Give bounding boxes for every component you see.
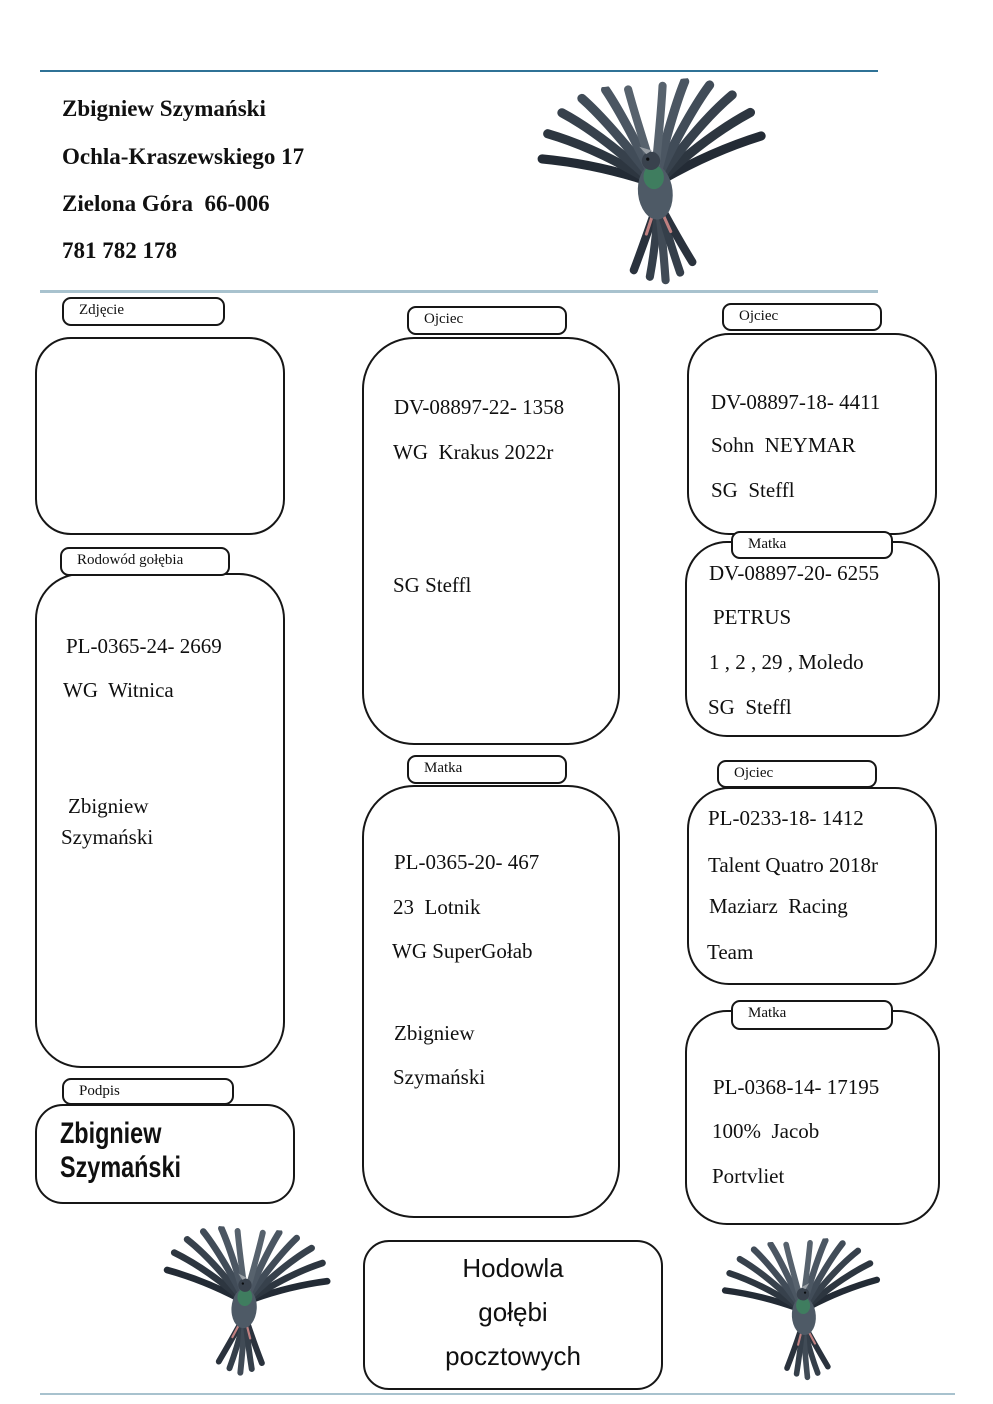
grandmother1-label: Matka bbox=[748, 536, 787, 552]
mother-g1-ring: PL-0365-20- 467 bbox=[394, 850, 540, 874]
pedigree-label-tab bbox=[60, 547, 230, 576]
pigeon-image-top bbox=[518, 69, 795, 309]
bird-owner2: Szymański bbox=[61, 825, 154, 849]
header-divider-rule bbox=[40, 290, 878, 293]
grandmother2-label: Matka bbox=[748, 1005, 787, 1021]
mother-label-tab-g1 bbox=[407, 755, 567, 784]
grandfather2-label: Ojciec bbox=[734, 765, 774, 781]
kennel-line1: Hodowla bbox=[462, 1253, 564, 1283]
gf2-line2: Talent Quatro 2018r bbox=[708, 853, 878, 877]
signature-line2: Szymański bbox=[60, 1151, 181, 1184]
mother-g1-line3: WG SuperGołab bbox=[392, 939, 533, 963]
grandmother2-label-tab bbox=[731, 1000, 893, 1030]
breeder-phone: 781 782 178 bbox=[62, 238, 177, 263]
grandmother2-box bbox=[685, 1010, 940, 1225]
father-label-tab-g1 bbox=[407, 306, 567, 335]
kennel-line3: pocztowych bbox=[445, 1341, 581, 1371]
breeder-street: Ochla-Kraszewskiego 17 bbox=[62, 144, 305, 169]
gf1-line3: SG Steffl bbox=[711, 478, 795, 502]
gf2-line4: Team bbox=[707, 940, 754, 964]
bottom-rule bbox=[40, 1393, 955, 1395]
pigeon-image-bottom-left bbox=[133, 1221, 357, 1392]
gm2-line3: Portvliet bbox=[712, 1164, 785, 1188]
photo-placeholder-box bbox=[35, 337, 285, 535]
signature-label: Podpis bbox=[79, 1083, 120, 1099]
grandfather1-label: Ojciec bbox=[739, 308, 779, 324]
grandfather2-label-tab bbox=[717, 760, 877, 788]
mother-g1-line5: Szymański bbox=[393, 1065, 486, 1089]
father-g1-ring: DV-08897-22- 1358 bbox=[394, 395, 565, 419]
signature-label-tab bbox=[62, 1078, 234, 1105]
gm1-line2: PETRUS bbox=[713, 605, 792, 629]
gm1-line4: SG Steffl bbox=[708, 695, 792, 719]
gf1-ring: DV-08897-18- 4411 bbox=[711, 390, 881, 414]
photo-label: Zdjęcie bbox=[79, 302, 124, 318]
father-label: Ojciec bbox=[424, 311, 464, 327]
gm1-ring: DV-08897-20- 6255 bbox=[709, 561, 880, 585]
mother-label: Matka bbox=[424, 760, 463, 776]
mother-g1-line4: Zbigniew bbox=[394, 1021, 475, 1045]
gf2-line3: Maziarz Racing bbox=[709, 894, 848, 918]
pedigree-label: Rodowód gołębia bbox=[77, 552, 184, 568]
grandmother1-label-tab bbox=[731, 531, 893, 559]
gm2-ring: PL-0368-14- 17195 bbox=[713, 1075, 880, 1099]
gm1-line3: 1 , 2 , 29 , Moledo bbox=[709, 650, 864, 674]
gf1-line2: Sohn NEYMAR bbox=[711, 433, 856, 457]
gf2-ring: PL-0233-18- 1412 bbox=[708, 806, 864, 830]
pigeon-image-bottom-right bbox=[695, 1233, 911, 1395]
kennel-line2: gołębi bbox=[478, 1297, 548, 1327]
grandfather1-label-tab bbox=[722, 303, 882, 331]
father-g1-line2: WG Krakus 2022r bbox=[393, 440, 554, 464]
breeder-city: Zielona Góra 66-006 bbox=[62, 191, 270, 216]
bird-ring: PL-0365-24- 2669 bbox=[66, 634, 222, 658]
bird-owner1: Zbigniew bbox=[68, 794, 149, 818]
breeder-name: Zbigniew Szymański bbox=[62, 96, 266, 121]
bird-club: WG Witnica bbox=[63, 678, 174, 702]
father-g1-line3: SG Steffl bbox=[393, 573, 472, 597]
signature-line1: Zbigniew bbox=[60, 1117, 162, 1150]
gm2-line2: 100% Jacob bbox=[712, 1119, 820, 1143]
photo-label-tab bbox=[62, 297, 225, 326]
mother-g1-line2: 23 Lotnik bbox=[393, 895, 481, 919]
